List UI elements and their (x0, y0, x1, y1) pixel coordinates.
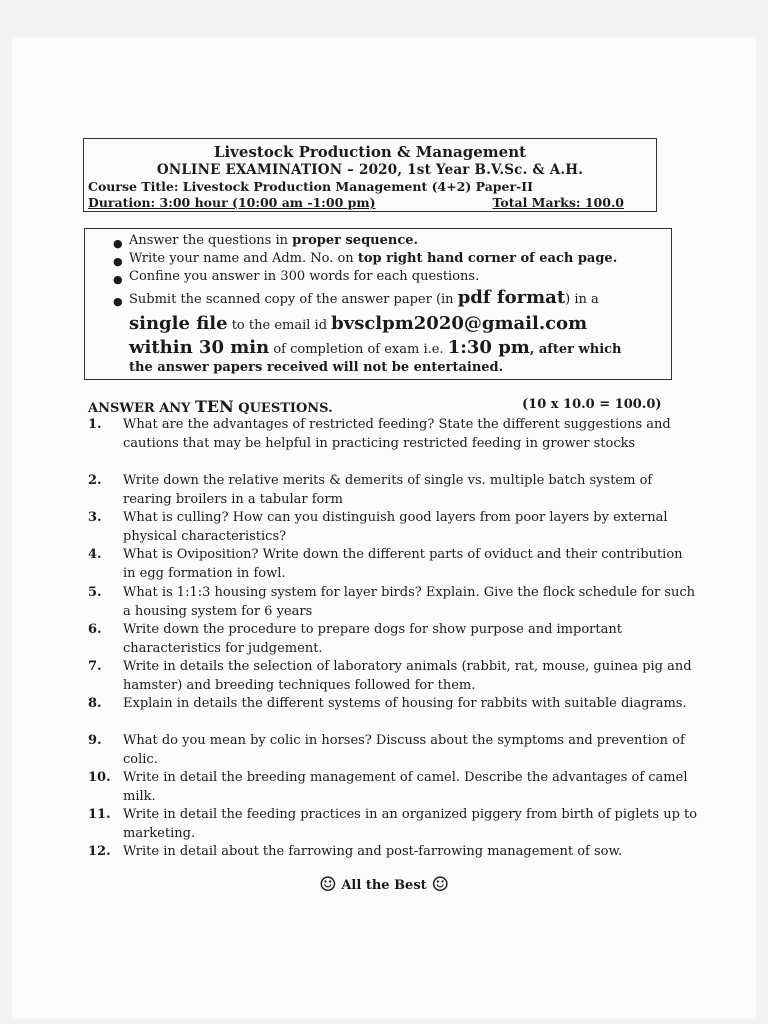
closing-line (0, 872, 768, 896)
submission-email: bvsclpm2020@gmail.com (331, 313, 588, 334)
instruction-4-line-4: the answer papers received will not be entertained. (129, 360, 504, 375)
instruction-2-bold: top right hand corner of each page. (357, 251, 618, 266)
total-marks: Total Marks: 100.0 (492, 195, 624, 210)
smiley-icon: ☺ (431, 872, 450, 896)
exam-line (84, 162, 656, 178)
instruction-4-line-3 (129, 337, 622, 358)
course-title: Course Title: Livestock Production Management (4+2) Paper-II (88, 179, 533, 194)
question-number: 5. (88, 585, 102, 600)
pdf-format-emphasis: pdf format (457, 287, 566, 308)
marks-calculation: (10 x 10.0 = 100.0) (522, 397, 662, 412)
answer-heading-post: QUESTIONS. (233, 401, 333, 416)
question-number: 7. (88, 659, 102, 674)
instruction-4-text-4: of completion of exam i.e. (269, 342, 448, 357)
answer-heading-pre: ANSWER ANY (88, 401, 195, 416)
question-text: What do you mean by colic in horses? Discuss about the symptoms and prevention of colic. (123, 733, 685, 767)
question-text: What is culling? How can you distinguish good layers from poor layers by external physical characteristics? (123, 510, 668, 544)
instruction-2-text: Write your name and Adm. No. on (129, 251, 358, 266)
closing-text: All the Best (341, 878, 427, 893)
instruction-3: Confine you answer in 300 words for each questions. (129, 269, 480, 284)
bullet-icon: ● (113, 273, 123, 286)
instruction-4-text: Submit the scanned copy of the answer paper (in (129, 292, 458, 307)
instruction-4-text-2: ) in a (565, 292, 599, 307)
question-number: 4. (88, 547, 102, 562)
exam-line-text: ONLINE EXAMINATION – 2020, 1st Year B.V.Sc. & A.H. (156, 162, 584, 178)
question-text: Write in detail the feeding practices in an organized piggery from birth of piglets up to marketing. (123, 807, 698, 841)
instruction-4-text-5: , after which (529, 342, 622, 357)
bullet-icon: ● (113, 237, 123, 250)
instruction-4-line-2 (129, 313, 587, 334)
smiley-icon: ☺ (318, 872, 337, 896)
question-number: 9. (88, 733, 102, 748)
instruction-4-line-1 (129, 287, 599, 308)
exam-duration: Duration: 3:00 hour (10:00 am -1:00 pm) (88, 195, 376, 210)
answer-heading-count: TEN (194, 397, 234, 416)
question-text: What are the advantages of restricted feeding? State the different suggestions and cautions that may be helpful in practicing restricted feeding in grower stocks (123, 417, 671, 451)
question-number: 2. (88, 473, 102, 488)
question-text: Write in details the selection of laboratory animals (rabbit, rat, mouse, guinea pig and hamster) and breeding techniques followed for them. (123, 659, 692, 693)
question-text: Write down the procedure to prepare dogs for show purpose and important characteristics for judgement. (123, 622, 622, 656)
question-number: 1. (88, 417, 102, 432)
exam-title: Livestock Production & Management (213, 143, 527, 161)
bullet-icon: ● (113, 295, 123, 308)
question-number: 8. (88, 696, 102, 711)
deadline-time: 1:30 pm (447, 337, 530, 358)
question-text: Write in detail about the farrowing and post-farrowing management of sow. (123, 844, 623, 859)
bullet-icon: ● (113, 255, 123, 268)
instructions-box (84, 228, 672, 380)
question-number: 11. (88, 807, 111, 822)
question-text: Explain in details the different systems of housing for rabbits with suitable diagrams. (123, 696, 687, 711)
instruction-2 (129, 251, 617, 266)
question-text: What is Oviposition? Write down the different parts of oviduct and their contribution in egg formation in fowl. (123, 547, 683, 581)
instruction-4-text-3: to the email id (227, 318, 332, 333)
question-text: Write in detail the breeding management of camel. Describe the advantages of camel milk. (123, 770, 688, 804)
answer-heading (88, 397, 333, 416)
exam-header-box (83, 138, 657, 212)
single-file-emphasis: single file (129, 313, 228, 334)
instruction-1 (129, 233, 418, 248)
question-text: Write down the relative merits & demerits of single vs. multiple batch system of rearing broilers in a tabular form (123, 473, 653, 507)
question-number: 10. (88, 770, 111, 785)
question-number: 6. (88, 622, 102, 637)
deadline-emphasis: within 30 min (129, 337, 270, 358)
instruction-1-bold: proper sequence. (292, 233, 419, 248)
instruction-1-text: Answer the questions in (129, 233, 293, 248)
question-number: 3. (88, 510, 102, 525)
question-number: 12. (88, 844, 111, 859)
question-text: What is 1:1:3 housing system for layer birds? Explain. Give the flock schedule for such a housing system for 6 years (123, 585, 696, 619)
